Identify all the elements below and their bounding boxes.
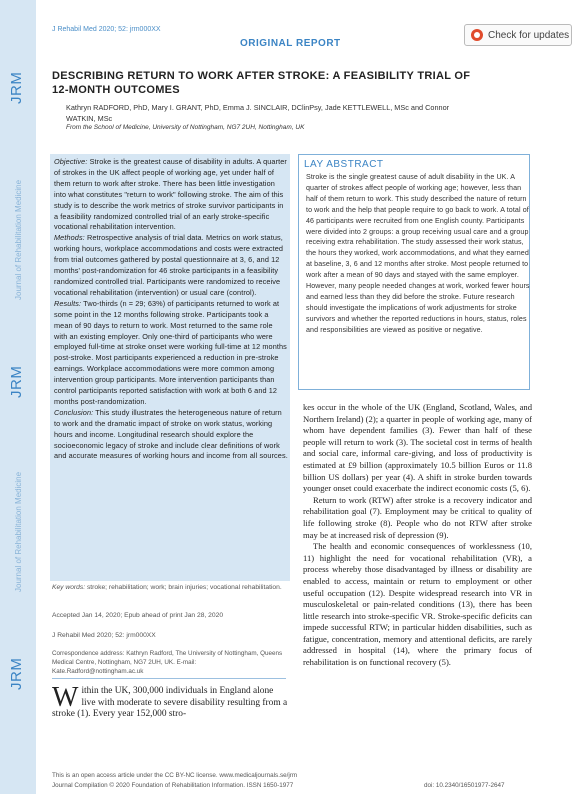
lay-abstract-title: LAY ABSTRACT — [304, 159, 384, 170]
abstract-results — [54, 299, 288, 408]
check-for-updates-label: Check for updates — [488, 29, 570, 41]
body-paragraph: kes occur in the whole of the UK (England, Scotland, Wales, and Northern Ireland) (2); a quarter in people of working age, many of whom have dependent families (3). Fewer than half of these people will return to work (3). The societal cost in terms of health and social care, informal care-giving, and loss of productivity is estimated at £9 billion (approximately 10.5 billion Euros or 11.8 billion US dollars) per year (4). A shift in stroke burden towards younger onset could exacerbate the indirect economic costs (5, 6). — [303, 402, 532, 494]
body-column-right — [303, 402, 532, 669]
abstract — [54, 157, 288, 462]
results-label: Results: — [54, 298, 82, 308]
accepted-date: Accepted Jan 14, 2020; Epub ahead of print Jan 28, 2020 — [52, 612, 224, 619]
abstract-conclusion — [54, 408, 288, 463]
side-journal-name-middle: Journal of Rehabilitation Medicine — [14, 471, 23, 592]
body-paragraph: Return to work (RTW) after stroke is a recovery indicator and rehabilitation goal (7). Employment may be critical to quality of life following stroke (8). People who do not RTW after stroke may be at increased risk of depression (9). — [303, 494, 532, 540]
body-paragraph: The health and economic consequences of worklessness (10, 11) highlight the need for vocational rehabilitation (VR), a process whereby those disadvantaged by illness or disability are enabled to access, maintain or return to employment or other useful occupation (12). Despite widespread research into VR in musculoskeletal or pain-related conditions (13), there has been little research into stroke-specific VR. Stroke-specific deficits can impede successful RTW; in particular hidden disabilities, such as fatigue, concentration, memory and attentional deficits, are rarely addressed in hospital (14), where the primary focus of rehabilitation is on functional recovery (5). — [303, 541, 532, 668]
authors-line-2: WATKIN, MSc — [66, 114, 113, 123]
authors — [66, 102, 546, 124]
keywords-text: stroke; rehabilitation; work; brain injuries; vocational rehabilitation. — [85, 584, 282, 591]
affiliation: From the School of Medicine, University of Nottingham, NG7 2UH, Nottingham, UK — [66, 124, 305, 131]
title-line-1: DESCRIBING RETURN TO WORK AFTER STROKE: A FEASIBILITY TRIAL OF — [52, 70, 471, 82]
correspondence-address: Correspondence address: Kathryn Radford, The University of Nottingham, Queens Medical Centre, Nottingham, NG7 2UH, UK. E-mail: Kate.Radford@nottingham.ac.uk — [52, 650, 283, 675]
side-logo-middle: JRM — [8, 365, 25, 398]
drop-cap: W — [52, 682, 79, 713]
objective-label: Objective: — [54, 157, 88, 166]
footer-license: This is an open access article under the CC BY-NC license. www.medicaljournals.se/jrm — [52, 772, 298, 779]
check-for-updates-button[interactable] — [464, 24, 572, 46]
methods-label: Methods: — [54, 233, 85, 243]
keywords — [52, 583, 288, 593]
methods-text: Retrospective analysis of trial data. Metrics on work status, working hours, workplace accommodations and costs were extracted from trial outcomes gathered by postal questionnaire at 3, 6, and 12 months' post-randomization for 46 stroke participants in a feasibility randomized controlled trial. Participants were randomized to receive vocational rehabilitation (intervention) or usual care (control). — [54, 233, 284, 297]
results-text: Two-thirds (n = 29; 63%) of participants returned to work at some point in the 12 months following stroke. Participants took a mean of 90 days to return to work. Most returned to the same role with an existing employer. Only one-third of participants who were employed full-time at stroke onset were working full-time at 12 months post-stroke. Most participants experienced a reduction in pre-stroke earnings. Workplace accommodations were more common among intervention group participants. More intervention participants than control participants reported satisfaction with work at both 6 and 12 months post-randomization. — [54, 298, 287, 406]
side-logo-bottom: JRM — [8, 657, 25, 690]
running-head: J Rehabil Med 2020; 52: jrm000XX — [52, 26, 161, 33]
objective-text: Stroke is the greatest cause of disability in adults. A quarter of strokes in the UK affect people of working age, yet under half of them return to work after stroke. There has been little investigation into what constitutes "return to work" following stroke. The aim of this study is to describe the work metrics of stroke survivor participants in a feasibility randomized controlled trial of an early stroke-specific vocational rehabilitation intervention. — [54, 157, 287, 232]
conclusion-text: This study illustrates the heterogeneous nature of return to work and the dramatic impact of stroke on work status, working hours and income. Longitudinal research should explore the socioeconomic legacy of stroke and include clear definitions of work and accurate measures of working hours and income from all sources. — [54, 407, 288, 461]
section-label: ORIGINAL REPORT — [240, 38, 341, 49]
article-title — [52, 69, 542, 97]
side-logo-top: JRM — [8, 71, 25, 104]
conclusion-label: Conclusion: — [54, 407, 94, 417]
title-line-2: 12-MONTH OUTCOMES — [52, 84, 180, 96]
citation: J Rehabil Med 2020; 52: jrm000XX — [52, 632, 156, 639]
footer-compilation: Journal Compilation © 2020 Foundation of Rehabilitation Information. ISSN 1650-1977 — [52, 782, 294, 789]
footer-doi: doi: 10.2340/16501977-2647 — [424, 782, 505, 789]
abstract-objective — [54, 157, 288, 233]
update-badge-icon — [471, 29, 483, 41]
authors-line-1: Kathryn RADFORD, PhD, Mary I. GRANT, PhD, Emma J. SINCLAIR, DClinPsy, Jade KETTLEWELL, MSc and Connor — [66, 103, 450, 112]
side-journal-name-top: Journal of Rehabilitation Medicine — [14, 179, 23, 300]
lay-abstract-text: Stroke is the single greatest cause of adult disability in the UK. A quarter of strokes affect people of working age; however, less than half of them return to work. This study described the nature of return to work and the help that people require to go back to work. A total of 46 participants were recruited from one English county. Participants were divided into 2 groups: a group receiving usual care and a group receiving extra rehabilitation. The study assessed their work status, the hours they worked, work accommodations, and what they earned at baseline, 3, 6 and 12 months after stroke. Most people returned to work after a mean of 90 days and stayed with the same employer. However, many people needed changes at work, worked fewer hours and earned less than they did before the stroke. Future research should investigate the implications of work adjustments for stroke survivors and whether the reported reductions in hours, status, roles and responsibilities are viewed as positive or negative. — [306, 173, 530, 334]
divider — [52, 678, 286, 679]
side-strip — [0, 0, 36, 794]
intro-text: ithin the UK, 300,000 individuals in England alone live with moderate to severe disability resulting from a stroke (1). Every year 152,000 stro- — [52, 686, 288, 719]
abstract-methods — [54, 233, 288, 298]
keywords-label: Key words: — [52, 584, 86, 591]
intro-paragraph — [52, 682, 288, 721]
